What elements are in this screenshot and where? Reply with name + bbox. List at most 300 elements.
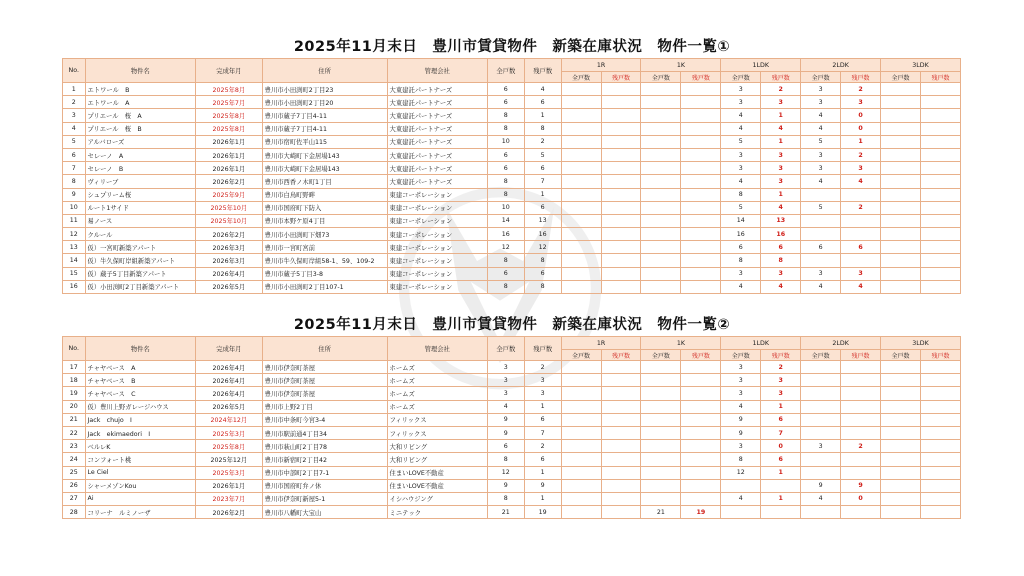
table-row bbox=[63, 214, 961, 227]
sub-total-header: 全戸数 bbox=[801, 350, 841, 361]
property-name: チャヤベース B bbox=[85, 374, 196, 387]
ldk1-total: 3 bbox=[721, 387, 761, 400]
table-row bbox=[63, 175, 961, 188]
type-header: 3LDK bbox=[881, 337, 961, 350]
ldk3-remain bbox=[920, 506, 960, 519]
sub-total-header: 全戸数 bbox=[561, 350, 601, 361]
property-name: エトワール B bbox=[85, 83, 196, 96]
remaining-units: 13 bbox=[524, 214, 561, 227]
ldk3-remain bbox=[920, 400, 960, 413]
sub-total-header: 全戸数 bbox=[881, 350, 921, 361]
r1-remain bbox=[601, 228, 641, 241]
ldk3-total bbox=[881, 387, 921, 400]
total-units: 6 bbox=[487, 96, 524, 109]
address: 豊川市蔵子5丁目3-8 bbox=[262, 267, 387, 280]
ldk1-remain: 4 bbox=[761, 122, 801, 135]
address: 豊川市中部町2丁目7-1 bbox=[262, 466, 387, 479]
ldk3-total bbox=[881, 466, 921, 479]
ldk2-remain: 9 bbox=[841, 479, 881, 492]
ldk1-total: 4 bbox=[721, 122, 761, 135]
ldk3-remain bbox=[920, 387, 960, 400]
property-name: セレーノ B bbox=[85, 162, 196, 175]
ldk2-remain: 6 bbox=[841, 241, 881, 254]
k1-total bbox=[641, 175, 681, 188]
table-row bbox=[63, 267, 961, 280]
remaining-units: 1 bbox=[524, 188, 561, 201]
management-company: 東建コーポレーション bbox=[387, 214, 487, 227]
row-no: 22 bbox=[63, 426, 86, 439]
row-no: 20 bbox=[63, 400, 86, 413]
table-row bbox=[63, 426, 961, 439]
row-no: 21 bbox=[63, 413, 86, 426]
completion-date: 2026年3月 bbox=[196, 241, 263, 254]
sub-remain-header: 残戸数 bbox=[761, 350, 801, 361]
remaining-units: 6 bbox=[524, 96, 561, 109]
completion-date: 2026年1月 bbox=[196, 162, 263, 175]
r1-remain bbox=[601, 466, 641, 479]
address: 豊川市蔵子7丁目4-11 bbox=[262, 109, 387, 122]
ldk2-remain bbox=[841, 466, 881, 479]
property-name: プリエール 桜 A bbox=[85, 109, 196, 122]
r1-total bbox=[561, 201, 601, 214]
ldk3-remain bbox=[920, 466, 960, 479]
ldk2-total: 3 bbox=[801, 96, 841, 109]
ldk2-remain bbox=[841, 413, 881, 426]
property-name: シュプリーム桜 bbox=[85, 188, 196, 201]
ldk2-total bbox=[801, 413, 841, 426]
sub-total-header: 全戸数 bbox=[641, 350, 681, 361]
row-no: 12 bbox=[63, 228, 86, 241]
r1-remain bbox=[601, 122, 641, 135]
r1-total bbox=[561, 254, 601, 267]
ldk2-remain bbox=[841, 387, 881, 400]
ldk3-total bbox=[881, 453, 921, 466]
r1-remain bbox=[601, 135, 641, 148]
r1-remain bbox=[601, 162, 641, 175]
r1-total bbox=[561, 466, 601, 479]
remaining-units: 3 bbox=[524, 374, 561, 387]
sub-remain-header: 残戸数 bbox=[761, 72, 801, 83]
k1-remain bbox=[681, 109, 721, 122]
property-name: 易ノース bbox=[85, 214, 196, 227]
management-company: 大和リビング bbox=[387, 440, 487, 453]
no-header: No. bbox=[63, 337, 86, 361]
completion-date: 2026年3月 bbox=[196, 254, 263, 267]
ldk1-total: 4 bbox=[721, 109, 761, 122]
r1-total bbox=[561, 162, 601, 175]
type-header: 2LDK bbox=[801, 59, 881, 72]
ldk3-remain bbox=[920, 440, 960, 453]
sub-remain-header: 残戸数 bbox=[601, 72, 641, 83]
total-units: 6 bbox=[487, 148, 524, 161]
table-row bbox=[63, 148, 961, 161]
total-units: 8 bbox=[487, 280, 524, 293]
ldk3-remain bbox=[920, 254, 960, 267]
k1-remain bbox=[681, 387, 721, 400]
k1-total bbox=[641, 426, 681, 439]
r1-total bbox=[561, 453, 601, 466]
ldk3-total bbox=[881, 440, 921, 453]
table-row bbox=[63, 374, 961, 387]
ldk2-remain bbox=[841, 453, 881, 466]
address: 豊川市国府町下防入 bbox=[262, 201, 387, 214]
r1-total bbox=[561, 413, 601, 426]
r1-total bbox=[561, 148, 601, 161]
ldk2-remain: 0 bbox=[841, 109, 881, 122]
remaining-units: 16 bbox=[524, 228, 561, 241]
total-units: 8 bbox=[487, 109, 524, 122]
property-name: アルバローズ bbox=[85, 135, 196, 148]
r1-remain bbox=[601, 201, 641, 214]
k1-total bbox=[641, 83, 681, 96]
row-no: 14 bbox=[63, 254, 86, 267]
k1-total bbox=[641, 109, 681, 122]
address: 豊川市大崎町下金居場143 bbox=[262, 148, 387, 161]
remaining-units: 2 bbox=[524, 135, 561, 148]
ldk2-total bbox=[801, 361, 841, 374]
ldk2-total bbox=[801, 254, 841, 267]
ldk2-total bbox=[801, 214, 841, 227]
sub-total-header: 全戸数 bbox=[561, 72, 601, 83]
ldk3-remain bbox=[920, 361, 960, 374]
ldk1-total: 6 bbox=[721, 241, 761, 254]
ldk3-remain bbox=[920, 228, 960, 241]
row-no: 11 bbox=[63, 214, 86, 227]
ldk1-total: 12 bbox=[721, 466, 761, 479]
address: 豊川市伊奈町茶屋 bbox=[262, 387, 387, 400]
ldk1-remain: 1 bbox=[761, 492, 801, 505]
ldk3-total bbox=[881, 506, 921, 519]
k1-remain bbox=[681, 361, 721, 374]
k1-remain bbox=[681, 228, 721, 241]
row-no: 1 bbox=[63, 83, 86, 96]
address: 豊川市小田渕町2丁目20 bbox=[262, 96, 387, 109]
remaining-units: 6 bbox=[524, 453, 561, 466]
r1-remain bbox=[601, 96, 641, 109]
address: 豊川市駅前通4丁目34 bbox=[262, 426, 387, 439]
ldk3-remain bbox=[920, 426, 960, 439]
completion-date: 2024年12月 bbox=[196, 413, 263, 426]
table-row bbox=[63, 492, 961, 505]
ldk3-total bbox=[881, 374, 921, 387]
total-units: 9 bbox=[487, 479, 524, 492]
address: 豊川市国府町弁ノ休 bbox=[262, 479, 387, 492]
r1-total bbox=[561, 440, 601, 453]
k1-total bbox=[641, 280, 681, 293]
row-no: 13 bbox=[63, 241, 86, 254]
k1-total bbox=[641, 214, 681, 227]
k1-total bbox=[641, 387, 681, 400]
type-header: 1R bbox=[561, 337, 641, 350]
ldk3-remain bbox=[920, 162, 960, 175]
r1-total bbox=[561, 280, 601, 293]
row-no: 8 bbox=[63, 175, 86, 188]
completion-date: 2026年2月 bbox=[196, 228, 263, 241]
ldk3-remain bbox=[920, 280, 960, 293]
type-header: 1LDK bbox=[721, 59, 801, 72]
total-units: 8 bbox=[487, 453, 524, 466]
ldk2-remain: 2 bbox=[841, 148, 881, 161]
k1-remain bbox=[681, 453, 721, 466]
management-company: 住まいLOVE不動産 bbox=[387, 479, 487, 492]
total-units: 10 bbox=[487, 201, 524, 214]
k1-remain bbox=[681, 479, 721, 492]
r1-remain bbox=[601, 175, 641, 188]
property-name: セレーノ A bbox=[85, 148, 196, 161]
ldk3-total bbox=[881, 109, 921, 122]
ldk1-remain: 3 bbox=[761, 374, 801, 387]
k1-total bbox=[641, 241, 681, 254]
address: 豊川市牛久保町岸組58-1、59、109-2 bbox=[262, 254, 387, 267]
ldk2-total: 5 bbox=[801, 201, 841, 214]
ldk2-remain: 4 bbox=[841, 175, 881, 188]
completion-date: 2026年4月 bbox=[196, 361, 263, 374]
remaining-units: 9 bbox=[524, 479, 561, 492]
remaining-units: 6 bbox=[524, 413, 561, 426]
address: 豊川市伊奈町茶屋 bbox=[262, 374, 387, 387]
k1-total bbox=[641, 267, 681, 280]
remain-header: 残戸数 bbox=[524, 337, 561, 361]
management-company: ホームズ bbox=[387, 374, 487, 387]
address: 豊川市萩山町2丁目78 bbox=[262, 440, 387, 453]
row-no: 10 bbox=[63, 201, 86, 214]
remaining-units: 8 bbox=[524, 254, 561, 267]
k1-total: 21 bbox=[641, 506, 681, 519]
property-name: Ai bbox=[85, 492, 196, 505]
completion-date: 2026年1月 bbox=[196, 135, 263, 148]
ldk1-remain bbox=[761, 506, 801, 519]
management-company: イシハウジング bbox=[387, 492, 487, 505]
ldk3-total bbox=[881, 413, 921, 426]
k1-total bbox=[641, 122, 681, 135]
management-company: 東建コーポレーション bbox=[387, 188, 487, 201]
ldk3-total bbox=[881, 135, 921, 148]
sub-remain-header: 残戸数 bbox=[681, 350, 721, 361]
ldk1-remain: 6 bbox=[761, 453, 801, 466]
address: 豊川市伊奈町茶屋 bbox=[262, 361, 387, 374]
management-company: 東建コーポレーション bbox=[387, 228, 487, 241]
property-name: チャヤベース C bbox=[85, 387, 196, 400]
company-header: 管理会社 bbox=[387, 59, 487, 83]
k1-total bbox=[641, 466, 681, 479]
ldk3-total bbox=[881, 267, 921, 280]
ldk3-remain bbox=[920, 135, 960, 148]
total-units: 4 bbox=[487, 400, 524, 413]
ldk3-remain bbox=[920, 267, 960, 280]
ldk3-total bbox=[881, 400, 921, 413]
k1-remain bbox=[681, 214, 721, 227]
r1-total bbox=[561, 374, 601, 387]
r1-remain bbox=[601, 214, 641, 227]
ldk2-total: 9 bbox=[801, 479, 841, 492]
remaining-units: 12 bbox=[524, 241, 561, 254]
ldk1-remain: 4 bbox=[761, 280, 801, 293]
ldk2-total: 3 bbox=[801, 440, 841, 453]
ldk1-remain: 6 bbox=[761, 241, 801, 254]
r1-total bbox=[561, 400, 601, 413]
ldk1-total: 16 bbox=[721, 228, 761, 241]
completion-date: 2026年5月 bbox=[196, 280, 263, 293]
ldk1-remain: 1 bbox=[761, 188, 801, 201]
address: 豊川市大崎町下金居場143 bbox=[262, 162, 387, 175]
management-company: ミニテック bbox=[387, 506, 487, 519]
k1-remain: 19 bbox=[681, 506, 721, 519]
row-no: 25 bbox=[63, 466, 86, 479]
table-row bbox=[63, 135, 961, 148]
ldk2-total: 3 bbox=[801, 162, 841, 175]
management-company: 大和リビング bbox=[387, 453, 487, 466]
r1-total bbox=[561, 228, 601, 241]
ldk3-total bbox=[881, 361, 921, 374]
remaining-units: 4 bbox=[524, 83, 561, 96]
name-header: 物件名 bbox=[85, 337, 196, 361]
ldk2-total: 5 bbox=[801, 135, 841, 148]
r1-total bbox=[561, 361, 601, 374]
table-row bbox=[63, 162, 961, 175]
total-units: 9 bbox=[487, 426, 524, 439]
ldk2-remain: 3 bbox=[841, 267, 881, 280]
r1-total bbox=[561, 426, 601, 439]
k1-remain bbox=[681, 374, 721, 387]
remaining-units: 6 bbox=[524, 267, 561, 280]
property-name: 仮）一宮町新築アパート bbox=[85, 241, 196, 254]
ldk3-total bbox=[881, 492, 921, 505]
management-company: 東建コーポレーション bbox=[387, 241, 487, 254]
type-header: 1K bbox=[641, 59, 721, 72]
management-company: フィリックス bbox=[387, 426, 487, 439]
completion-date: 2026年1月 bbox=[196, 479, 263, 492]
r1-remain bbox=[601, 267, 641, 280]
table-row bbox=[63, 280, 961, 293]
property-name: シャーメゾンKou bbox=[85, 479, 196, 492]
k1-total bbox=[641, 135, 681, 148]
ldk2-total: 4 bbox=[801, 122, 841, 135]
table-row bbox=[63, 466, 961, 479]
ldk1-remain: 3 bbox=[761, 148, 801, 161]
ldk2-remain bbox=[841, 374, 881, 387]
row-no: 7 bbox=[63, 162, 86, 175]
ldk2-total bbox=[801, 387, 841, 400]
ldk2-remain: 0 bbox=[841, 122, 881, 135]
ldk3-total bbox=[881, 228, 921, 241]
row-no: 17 bbox=[63, 361, 86, 374]
k1-total bbox=[641, 162, 681, 175]
total-units: 6 bbox=[487, 440, 524, 453]
ldk3-remain bbox=[920, 479, 960, 492]
address-header: 住所 bbox=[262, 337, 387, 361]
property-name: 仮）豊川上野ガレージハウス bbox=[85, 400, 196, 413]
ldk3-remain bbox=[920, 109, 960, 122]
ldk2-remain: 0 bbox=[841, 492, 881, 505]
r1-total bbox=[561, 214, 601, 227]
ldk3-total bbox=[881, 188, 921, 201]
property-name: ルート1サイド bbox=[85, 201, 196, 214]
table-row bbox=[63, 400, 961, 413]
management-company: 大東建託パートナーズ bbox=[387, 122, 487, 135]
table-row bbox=[63, 413, 961, 426]
r1-remain bbox=[601, 83, 641, 96]
completion-date: 2026年2月 bbox=[196, 506, 263, 519]
ldk1-total: 4 bbox=[721, 280, 761, 293]
sub-remain-header: 残戸数 bbox=[681, 72, 721, 83]
remain-header: 残戸数 bbox=[524, 59, 561, 83]
management-company: ホームズ bbox=[387, 361, 487, 374]
k1-remain bbox=[681, 148, 721, 161]
k1-remain bbox=[681, 175, 721, 188]
ldk1-remain: 0 bbox=[761, 440, 801, 453]
ldk2-total bbox=[801, 453, 841, 466]
k1-total bbox=[641, 492, 681, 505]
row-no: 28 bbox=[63, 506, 86, 519]
management-company: 大東建託パートナーズ bbox=[387, 135, 487, 148]
ldk2-remain: 3 bbox=[841, 162, 881, 175]
management-company: 大東建託パートナーズ bbox=[387, 83, 487, 96]
ldk2-remain bbox=[841, 214, 881, 227]
k1-remain bbox=[681, 83, 721, 96]
row-no: 3 bbox=[63, 109, 86, 122]
remaining-units: 2 bbox=[524, 440, 561, 453]
k1-total bbox=[641, 479, 681, 492]
r1-total bbox=[561, 506, 601, 519]
completion-date: 2025年3月 bbox=[196, 466, 263, 479]
ldk3-remain bbox=[920, 492, 960, 505]
row-no: 23 bbox=[63, 440, 86, 453]
address: 豊川市蔵子7丁目4-11 bbox=[262, 122, 387, 135]
r1-remain bbox=[601, 188, 641, 201]
total-units: 6 bbox=[487, 267, 524, 280]
table-row bbox=[63, 109, 961, 122]
k1-total bbox=[641, 148, 681, 161]
ldk2-remain: 4 bbox=[841, 280, 881, 293]
completion-date: 2025年7月 bbox=[196, 96, 263, 109]
management-company: 大東建託パートナーズ bbox=[387, 96, 487, 109]
row-no: 5 bbox=[63, 135, 86, 148]
ldk1-total bbox=[721, 506, 761, 519]
ldk2-total: 4 bbox=[801, 492, 841, 505]
name-header: 物件名 bbox=[85, 59, 196, 83]
r1-remain bbox=[601, 361, 641, 374]
total-units: 8 bbox=[487, 175, 524, 188]
company-header: 管理会社 bbox=[387, 337, 487, 361]
r1-remain bbox=[601, 479, 641, 492]
completion-date: 2025年8月 bbox=[196, 440, 263, 453]
row-no: 24 bbox=[63, 453, 86, 466]
table-row bbox=[63, 361, 961, 374]
ldk2-remain bbox=[841, 506, 881, 519]
r1-total bbox=[561, 267, 601, 280]
address: 豊川市小田渕町2丁目107-1 bbox=[262, 280, 387, 293]
sub-total-header: 全戸数 bbox=[641, 72, 681, 83]
ldk3-remain bbox=[920, 241, 960, 254]
row-no: 9 bbox=[63, 188, 86, 201]
r1-remain bbox=[601, 280, 641, 293]
ldk3-remain bbox=[920, 148, 960, 161]
property-name: コンフォート桃 bbox=[85, 453, 196, 466]
ldk1-remain: 3 bbox=[761, 96, 801, 109]
remaining-units: 1 bbox=[524, 400, 561, 413]
sub-total-header: 全戸数 bbox=[881, 72, 921, 83]
table-row bbox=[63, 201, 961, 214]
total-units: 3 bbox=[487, 387, 524, 400]
k1-remain bbox=[681, 492, 721, 505]
total-units: 16 bbox=[487, 228, 524, 241]
property-table-2 bbox=[62, 336, 961, 519]
ldk3-remain bbox=[920, 201, 960, 214]
remaining-units: 19 bbox=[524, 506, 561, 519]
ldk3-remain bbox=[920, 188, 960, 201]
ldk1-total: 5 bbox=[721, 135, 761, 148]
ldk2-total: 3 bbox=[801, 148, 841, 161]
